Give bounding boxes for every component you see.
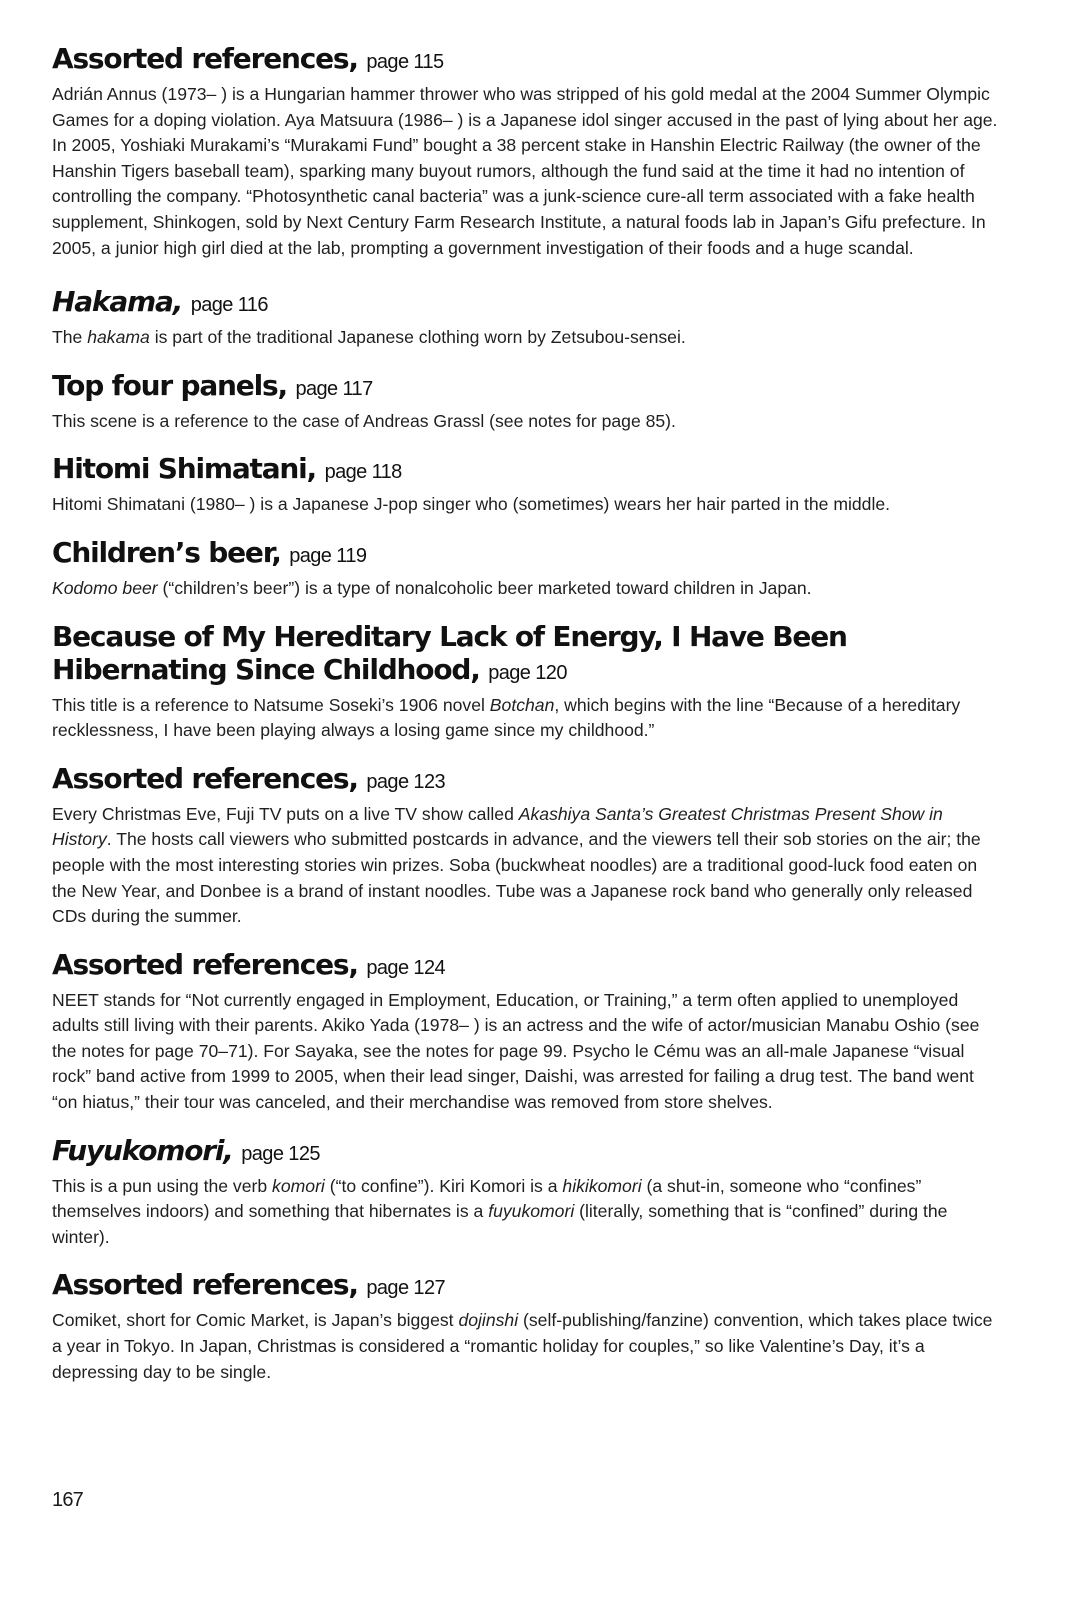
note-body [52,492,1002,518]
note-text-italic: komori [272,1175,325,1196]
note-page-ref: page 119 [289,544,367,567]
note-heading [52,42,1002,79]
note-body [52,82,1002,261]
note-text: Comiket, short for Comic Market, is Japan’s biggest [52,1310,459,1331]
note-heading [52,536,1002,573]
note-text: This title is a reference to Natsume Soseki’s 1906 novel [52,694,490,715]
note-heading [52,620,1002,690]
note-title: Children’s beer, [52,535,281,569]
note-text: is part of the traditional Japanese clothing worn by Zetsubou-sensei. [149,327,686,348]
note-body [52,1174,1002,1251]
note-page-ref: page 124 [366,956,445,979]
note-title: Assorted references, [52,947,358,981]
notes-page [52,42,1002,1385]
note-text-italic: Kodomo beer [52,577,158,598]
note-page-ref: page 118 [324,461,402,484]
note-entry [52,452,1002,518]
note-page-ref: page 125 [241,1142,320,1165]
note-text: (literally, something that is “confined” during the winter). [52,1201,948,1247]
note-entry [52,536,1002,602]
note-title: Fuyukomori, [52,1133,233,1167]
note-body [52,988,1002,1116]
note-body [52,409,1002,435]
note-entry [52,369,1002,435]
note-page-ref: page 120 [488,661,567,684]
note-heading [52,762,1002,799]
note-entry [52,42,1002,261]
note-body [52,802,1002,930]
note-body [52,576,1002,602]
note-text: Hitomi Shimatani (1980– ) is a Japanese J-pop singer who (sometimes) wears her hair parted in the middle. [52,494,891,515]
note-page-ref: page 117 [295,377,373,400]
note-text: This is a pun using the verb [52,1175,273,1196]
note-entry [52,1134,1002,1251]
note-text: (“to confine”). Kiri Komori is a [324,1175,563,1196]
note-entry [52,1268,1002,1385]
note-heading [52,452,1002,489]
page-number: 167 [52,1489,83,1511]
note-text: This scene is a reference to the case of Andreas Grassl (see notes for page 85). [52,410,676,431]
note-text: NEET stands for “Not currently engaged in Employment, Education, or Training,” a term often applied to unemployed adults still living with their parents. Akiko Yada (1978– ) is an actress and the wife of actor/musician Manabu Oshio (see the notes for page 70–71). For Sayaka, see the notes for page 99. Psycho le Cému was an all-male Japanese “visual rock” band active from 1999 to 2005, when their lead singer, Daishi, was arrested for failing a drug test. The band went “on hiatus,” their tour was canceled, and their merchandise was removed from store shelves. [52,989,980,1113]
note-text: The [52,327,88,348]
note-entry [52,285,1002,351]
note-text: Every Christmas Eve, Fuji TV puts on a live TV show called [52,803,519,824]
note-text-italic: dojinshi [458,1310,519,1331]
note-page-ref: page 123 [366,770,445,793]
note-text: (self-publishing/fanzine) convention, which takes place twice a year in Tokyo. In Japan, Christmas is considered a “romantic holiday for couples,” so like Valentine’s Day, it’s a depressing day to be single. [52,1310,993,1382]
note-title: Assorted references, [52,42,358,75]
note-text: (“children’s beer”) is a type of nonalcoholic beer marketed toward children in Japan. [157,577,812,598]
note-heading [52,369,1002,406]
note-entry [52,948,1002,1116]
note-text-italic: Botchan [489,694,555,715]
note-entry [52,620,1002,744]
note-text-italic: hikikomori [562,1175,642,1196]
note-page-ref: page 127 [366,1277,445,1300]
note-entry [52,762,1002,930]
note-page-ref: page 115 [366,51,444,73]
note-heading [52,1134,1002,1171]
note-title: Hitomi Shimatani, [52,452,316,486]
note-text-italic: hakama [87,327,150,348]
note-body [52,325,1002,351]
note-heading [52,285,1002,322]
note-heading [52,1268,1002,1305]
note-text: , which begins with the line “Because of a hereditary recklessness, I have been playing always a losing game since my childhood.” [52,694,961,741]
note-title: Assorted references, [52,1268,358,1302]
note-title: Assorted references, [52,761,358,795]
note-text: Adrián Annus (1973– ) is a Hungarian hammer thrower who was stripped of his gold medal at the 2004 Summer Olympic Games for a doping violation. Aya Matsuura (1986– ) is a Japanese idol singer accused in the past of lying about her age. In 2005, Yoshiaki Murakami’s “Murakami Fund” bought a 38 percent stake in Hanshin Electric Railway (the owner of the Hanshin Tigers baseball team), sparking many buyout rumors, although the fund said at the time it had no intention of controlling the company. “Photosynthetic canal bacteria” was a junk-science cure-all term associated with a fake health supplement, Shinkogen, sold by Next Century Farm Research Institute, a natural foods lab in Japan’s Gifu prefecture. In 2005, a junior high girl died at the lab, prompting a government investigation of their foods and a huge scandal. [52,84,998,258]
note-title: Top four panels, [52,368,287,402]
note-title: Hakama, [52,285,183,319]
note-heading [52,948,1002,985]
note-title: Because of My Hereditary Lack of Energy, I Have Been Hibernating Since Childhood, [52,619,847,686]
note-text: (a shut-in, someone who “confines” themselves indoors) and something that hibernates is a [52,1175,922,1222]
note-text: . The hosts call viewers who submitted postcards in advance, and the viewers tell their sob stories on the air; the people with the most interesting stories win prizes. Soba (buckwheat noodles) are a traditional good-luck food eaten on the New Year, and Donbee is a brand of instant noodles. Tube was a Japanese rock band who generally only released CDs during the summer. [52,829,981,927]
note-text-italic: fuyukomori [488,1201,575,1222]
note-body [52,693,1002,744]
note-page-ref: page 116 [190,294,268,317]
note-text-italic: Akashiya Santa’s Greatest Christmas Present Show in History [52,803,943,850]
note-body [52,1308,1002,1385]
